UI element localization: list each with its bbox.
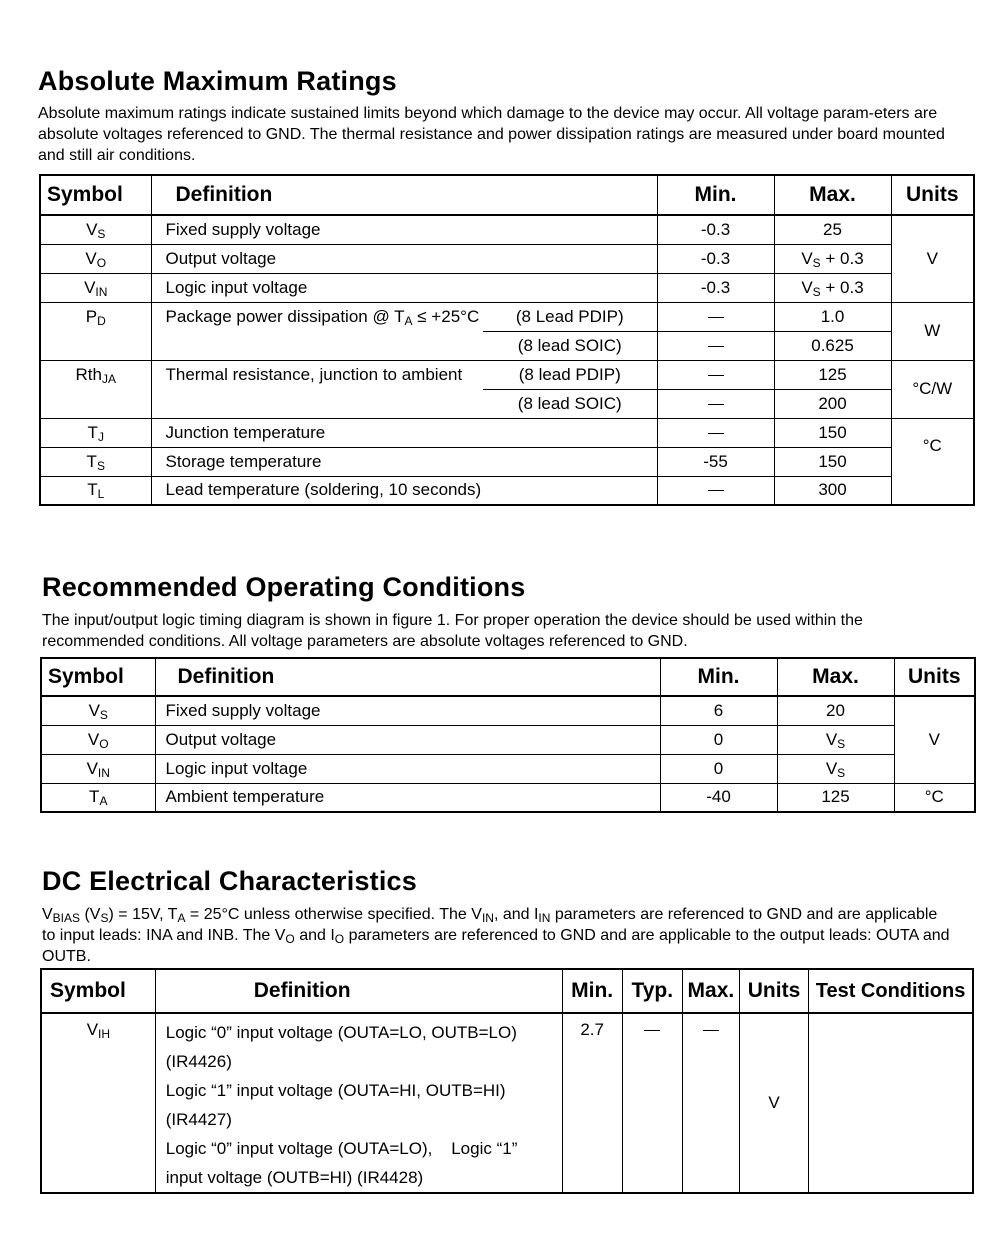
dash-mark	[708, 375, 724, 376]
max-cell: 150	[774, 447, 891, 476]
min-cell: -55	[657, 447, 774, 476]
dash-mark	[708, 317, 724, 318]
table-row	[40, 273, 974, 302]
symbol-cell: $V_{IN}$	[41, 754, 155, 783]
max-cell: 150	[774, 418, 891, 447]
min-cell: 0	[660, 754, 777, 783]
dash-mark	[703, 1030, 719, 1031]
roc-intro: The input/output logic timing diagram is shown in figure 1. For proper operation the device should be used within the recommended conditions. All voltage parameters are absolute voltages referenced to GND.	[42, 612, 863, 650]
symbol-cell: $V_{IN}$	[40, 273, 151, 302]
package-cell: (8 lead SOIC)	[483, 389, 657, 418]
definition-cell: Storage temperature	[151, 447, 657, 476]
min-cell: 2.7	[562, 1013, 622, 1193]
definition-line: Logic “0” input voltage (OUTA=LO, OUTB=LO)	[165, 1023, 517, 1042]
symbol-cell: $V_O$	[41, 725, 155, 754]
roc-title: Recommended Operating Conditions	[42, 572, 526, 602]
units-cell: W	[891, 302, 974, 360]
amr-col-max: Max.	[774, 175, 891, 215]
package-cell: (8 Lead PDIP)	[483, 302, 657, 331]
symbol-cell: $T_S$	[40, 447, 151, 476]
dc-col-min: Min.	[562, 969, 622, 1013]
definition-cell: Thermal resistance, junction to ambient	[165, 364, 463, 384]
max-cell: 25	[774, 215, 891, 244]
units-cell: V	[891, 215, 974, 302]
amr-title: Absolute Maximum Ratings	[38, 66, 397, 96]
table-row	[40, 360, 974, 389]
definition-cell: Logic input voltage	[155, 754, 660, 783]
symbol-cell: $V_{IH}$	[41, 1013, 155, 1193]
min-cell	[657, 302, 774, 331]
amr-table	[39, 174, 975, 506]
table-row	[40, 447, 974, 476]
max-cell: 20	[777, 696, 894, 725]
max-cell: 200	[774, 389, 891, 418]
dc-title: DC Electrical Characteristics	[42, 866, 417, 896]
table-row	[40, 389, 974, 418]
roc-col-symbol: Symbol	[41, 658, 155, 696]
definition-cell: Package power dissipation @ $T_A \le +25^\circ C$	[165, 306, 480, 328]
definition-cell	[155, 1013, 562, 1193]
package-cell: (8 lead SOIC)	[483, 331, 657, 360]
definition-line: (IR4426)	[165, 1052, 232, 1071]
table-row	[40, 476, 974, 505]
max-cell: $V_S + 0.3$	[774, 273, 891, 302]
min-cell: 6	[660, 696, 777, 725]
dc-col-max: Max.	[682, 969, 739, 1013]
amr-col-min: Min.	[657, 175, 774, 215]
table-row	[40, 418, 974, 447]
dc-col-symbol: Symbol	[41, 969, 155, 1013]
definition-cell: Junction temperature	[151, 418, 657, 447]
amr-intro: Absolute maximum ratings indicate sustained limits beyond which damage to the device may occur. All voltage param-eters are absolute voltages referenced to GND. The thermal resistance and power dissipation ratings are measured under board mounted and still air conditions.	[38, 105, 945, 164]
max-cell: 125	[777, 783, 894, 812]
min-cell	[657, 360, 774, 389]
symbol-cell: $T_L$	[40, 476, 151, 505]
units-cell: V	[894, 696, 975, 783]
package-cell: (8 lead PDIP)	[483, 360, 657, 389]
table-row	[40, 302, 974, 331]
definition-cell: Ambient temperature	[155, 783, 660, 812]
definition-cell: Lead temperature (soldering, 10 seconds)	[151, 476, 657, 505]
dc-intro: $V_{BIAS}$ $(V_S) = 15V$, $T_A = 25^\circ C$ unless otherwise specified. The $V_{IN}$, and $I_{IN}$ parameters are referenced to GND and are applicable to input leads: INA and INB. The $V_O$ and $I_O$ parameters are referenced to GND and are applicable to the output leads: OUTA and OUTB.	[42, 906, 950, 965]
dash-mark	[708, 404, 724, 405]
dc-col-typ: Typ.	[622, 969, 682, 1013]
max-cell: $V_S$	[777, 754, 894, 783]
units-cell: °C/W	[891, 360, 974, 418]
amr-col-units: Units	[906, 183, 959, 206]
definition-cell: Output voltage	[151, 244, 657, 273]
definition-cell: Fixed supply voltage	[155, 696, 660, 725]
definition-cell: Fixed supply voltage	[151, 215, 657, 244]
dc-table	[40, 968, 974, 1194]
max-cell: 0.625	[774, 331, 891, 360]
max-cell: $V_S + 0.3$	[774, 244, 891, 273]
table-row	[41, 754, 975, 783]
amr-col-symbol: Symbol	[40, 175, 151, 215]
table-row	[41, 725, 975, 754]
test-conditions-cell	[809, 1013, 973, 1193]
max-cell: 125	[774, 360, 891, 389]
max-cell: $V_S$	[777, 725, 894, 754]
dash-mark	[708, 490, 724, 491]
min-cell: -0.3	[657, 244, 774, 273]
definition-cell: Logic input voltage	[151, 273, 657, 302]
roc-col-units: Units	[908, 665, 961, 688]
table-row	[41, 696, 975, 725]
dc-col-units: Units	[739, 969, 808, 1013]
symbol-cell: $T_J$	[40, 418, 151, 447]
definition-cell-empty	[151, 331, 483, 360]
min-cell	[657, 418, 774, 447]
min-cell	[657, 476, 774, 505]
symbol-cell: $V_O$	[40, 244, 151, 273]
definition-line: input voltage (OUTB=HI) (IR4428)	[165, 1168, 424, 1187]
min-cell	[657, 389, 774, 418]
definition-line: Logic “0” input voltage (OUTA=LO), Logic “1”	[165, 1139, 518, 1158]
definition-line: (IR4427)	[165, 1110, 232, 1129]
definition-cell: Output voltage	[155, 725, 660, 754]
min-cell: 0	[660, 725, 777, 754]
dash-mark	[708, 433, 724, 434]
symbol-cell: Rth$_{JA}$	[40, 360, 151, 418]
units-cell: °C	[924, 787, 944, 807]
roc-col-max: Max.	[777, 658, 894, 696]
definition-cell-empty	[151, 389, 483, 418]
amr-col-definition: Definition	[151, 175, 657, 215]
roc-table	[40, 657, 976, 813]
symbol-cell: $P_D$	[40, 302, 151, 360]
roc-col-definition: Definition	[155, 658, 660, 696]
max-cell: 1.0	[774, 302, 891, 331]
definition-line: Logic “1” input voltage (OUTA=HI, OUTB=HI)	[165, 1081, 506, 1100]
min-cell: -0.3	[657, 215, 774, 244]
table-row	[40, 331, 974, 360]
table-row	[40, 244, 974, 273]
table-row	[40, 215, 974, 244]
symbol-cell: $T_A$	[41, 783, 155, 812]
units-cell: V	[739, 1013, 808, 1193]
min-cell: -0.3	[657, 273, 774, 302]
symbol-cell: $V_S$	[41, 696, 155, 725]
max-cell: 300	[774, 476, 891, 505]
dc-col-definition: Definition	[155, 969, 562, 1013]
table-row	[41, 1013, 973, 1193]
roc-col-min: Min.	[660, 658, 777, 696]
typ-cell	[622, 1013, 682, 1193]
table-row	[41, 783, 975, 812]
dash-mark	[644, 1030, 660, 1031]
max-cell	[682, 1013, 739, 1193]
units-cell: °C	[922, 436, 942, 456]
min-cell: -40	[660, 783, 777, 812]
dash-mark	[708, 346, 724, 347]
symbol-cell: $V_S$	[40, 215, 151, 244]
dc-col-test-conditions: Test Conditions	[815, 979, 966, 1002]
min-cell	[657, 331, 774, 360]
